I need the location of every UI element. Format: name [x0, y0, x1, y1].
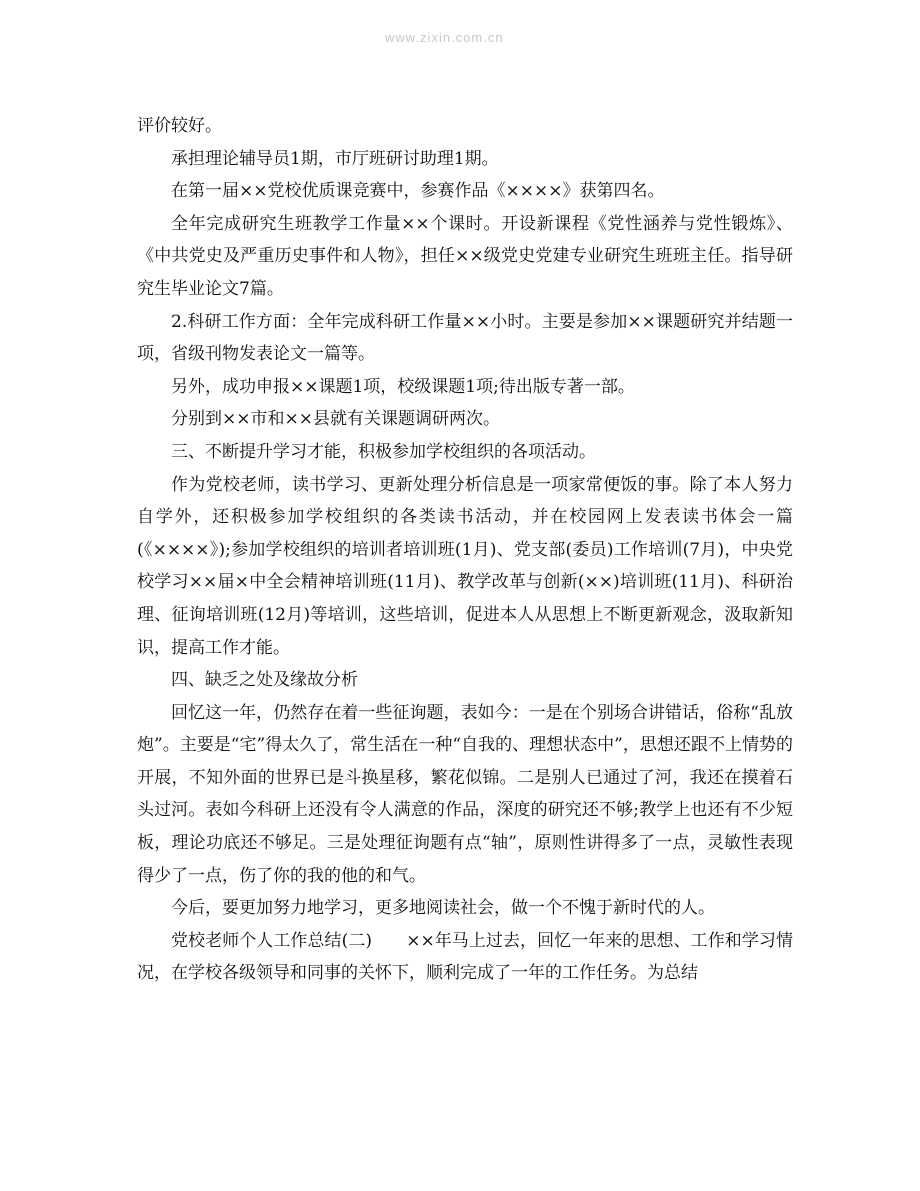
- section-heading-3: 三、不断提升学习才能，积极参加学校组织的各项活动。: [171, 441, 596, 462]
- section-heading-4: 四、缺乏之处及缘故分析: [171, 670, 358, 691]
- paragraph-5: 2.科研工作方面：全年完成科研工作量××小时。主要是参加××课题研究并结题一项，省级刊物发表论文一篇等。: [137, 311, 793, 365]
- paragraph-1: 评价较好。: [137, 116, 222, 136]
- paragraph-7: 分别到××市和××县就有关课题调研两次。: [171, 409, 500, 430]
- paragraph-2: 承担理论辅导员1期，市厅班研讨助理1期。: [171, 148, 499, 169]
- paragraph-6: 另外，成功申报××课题1项，校级课题1项;待出版专著一部。: [171, 376, 635, 397]
- paragraph-12: 今后，要更加努力地学习，更多地阅读社会，做一个不愧于新时代的人。: [171, 898, 715, 919]
- watermark: www.zixin.com.cn: [385, 30, 504, 45]
- paragraph-9: 作为党校老师，读书学习、更新处理分析信息是一项家常便饭的事。除了本人努力自学外，还积极参加学校组织的各类读书活动，并在校园网上发表读书体会一篇(《××××》);参加学校组织的培训者培训班(1月)、党支部(委员)工作培训(7月)，中央党校学习××届×中全会精神培训班(11月)、教学改革与创新(××)培训班(11月)、科研治理、征询培训班(12月)等培训，这些培训，促进本人从思想上不断更新观念，汲取新知识，提高工作才能。: [137, 474, 793, 658]
- paragraph-3: 在第一届××党校优质课竞赛中，参赛作品《××××》获第四名。: [171, 181, 665, 202]
- paragraph-4: 全年完成研究生班教学工作量××个课时。开设新课程《党性涵养与党性锻炼》、《中共党史及严重历史事件和人物》，担任××级党史党建专业研究生班班主任。指导研究生毕业论文7篇。: [137, 213, 793, 299]
- paragraph-13: 党校老师个人工作总结(二) ××年马上过去，回忆一年来的思想、工作和学习情况，在学校各级领导和同事的关怀下，顺利完成了一年的工作任务。为总结: [137, 930, 793, 984]
- document-body: [137, 110, 793, 990]
- paragraph-11: 回忆这一年，仍然存在着一些征询题，表如今：一是在个别场合讲错话，俗称“乱放炮”。主要是“宅”得太久了，常生活在一种“自我的、理想状态中”，思想还跟不上情势的开展，不知外面的世界已是斗换星移，繁花似锦。二是别人已通过了河，我还在摸着石头过河。表如今科研上还没有令人满意的作品，深度的研究还不够;教学上也还有不少短板，理论功底还不够足。三是处理征询题有点“轴”，原则性讲得多了一点，灵敏性表现得少了一点，伤了你的我的他的和气。: [137, 702, 793, 886]
